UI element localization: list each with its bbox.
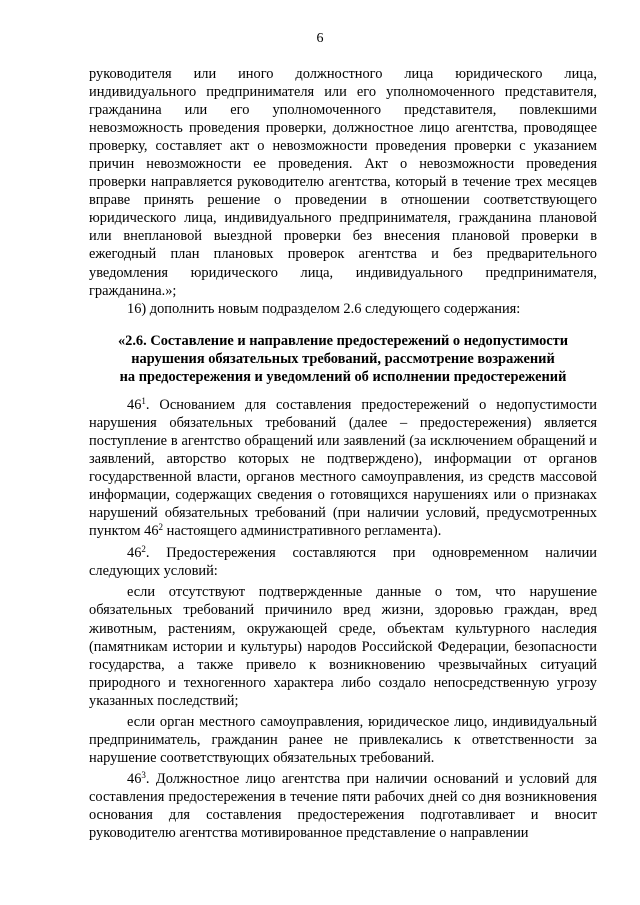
amendment-item-16: 16) дополнить новым подразделом 2.6 следующего содержания: [127, 300, 521, 317]
paragraph-superscript: 3 [141, 769, 146, 780]
paragraph-superscript: 1 [141, 395, 146, 406]
reference-superscript: 2 [158, 522, 164, 533]
paragraph-text: . Основанием для составления предостережений о недопустимости нарушения обязательных требований (далее – предостережения) является поступление в агентство обращений или заявлений (за исключением обращений и заявлений, авторство которых не подтверждено), информации от органов государственной власти, органов местного самоуправления, из средств массовой информации, содержащих сведения о готовящихся нарушениях или о признаках нарушений обязательных требований (при наличии условий, предусмотренных пунктом 46 [89, 396, 597, 540]
section-title [89, 332, 597, 386]
paragraph-46-3 [89, 770, 597, 842]
paragraph-text: . Предостережения составляются при одновременном наличии следующих условий: [89, 545, 597, 580]
paragraph-number: 46 [127, 770, 142, 787]
section-title-line-1: «2.6. Составление и направление предостережений о недопустимости [117, 332, 569, 349]
paragraph-text-end: настоящего административного регламента). [163, 523, 442, 540]
condition-2: если орган местного самоуправления, юридическое лицо, индивидуальный предприниматель, гражданин ранее не привлекались к ответственности за нарушение соответствующих обязательных требований. [89, 713, 597, 766]
paragraph-46-1 [89, 396, 597, 540]
section-title-line-2: нарушения обязательных требований, рассмотрение возражений [131, 350, 555, 367]
page-number: 6 [316, 31, 324, 46]
paragraph-superscript: 2 [141, 544, 146, 555]
condition-1: если отсутствуют подтвержденные данные о том, что нарушение обязательных требований причинило вред жизни, здоровью граждан, вред животным, растениям, окружающей среде, объектам культурного наследия (памятникам истории и культуры) народов Российской Федерации, безопасности государства, а также привело к возникновению чрезвычайных ситуаций природного и техногенного характера либо создало непосредственную угрозу указанных последствий; [89, 584, 597, 709]
paragraph-number: 46 [127, 545, 142, 562]
paragraph-continued: руководителя или иного должностного лица юридического лица, индивидуального предпринимателя или его уполномоченного представителя, гражданина или его уполномоченного представителя, повлекшими невозможность проведения проверки, должностное лицо агентства, проводящее проверку, составляет акт о невозможности проведения проверки с указанием причин невозможности ее проведения. Акт о невозможности проведения проверки направляется руководителю агентства, который в течение трех месяцев вправе принять решение о проведении в отношении соответствующего юридического лица, индивидуального предпринимателя, гражданина плановой или внеплановой выездной проверки без внесения плановой проверки в ежегодный план плановых проверок агентства и без предварительного уведомления юридического лица, индивидуального предпринимателя, гражданина.»; [89, 66, 597, 299]
section-title-line-3: на предостережения и уведомлений об исполнении предостережений [119, 368, 567, 385]
paragraph-number: 46 [127, 396, 142, 413]
paragraph-text: . Должностное лицо агентства при наличии оснований и условий для составления предостережения в течение пяти рабочих дней со дня возникновения основания для составления предостережения подготавливает и вносит руководителю агентства мотивированное представление о направлении [89, 770, 597, 842]
paragraph-46-2 [89, 544, 597, 580]
document-body [89, 65, 597, 842]
